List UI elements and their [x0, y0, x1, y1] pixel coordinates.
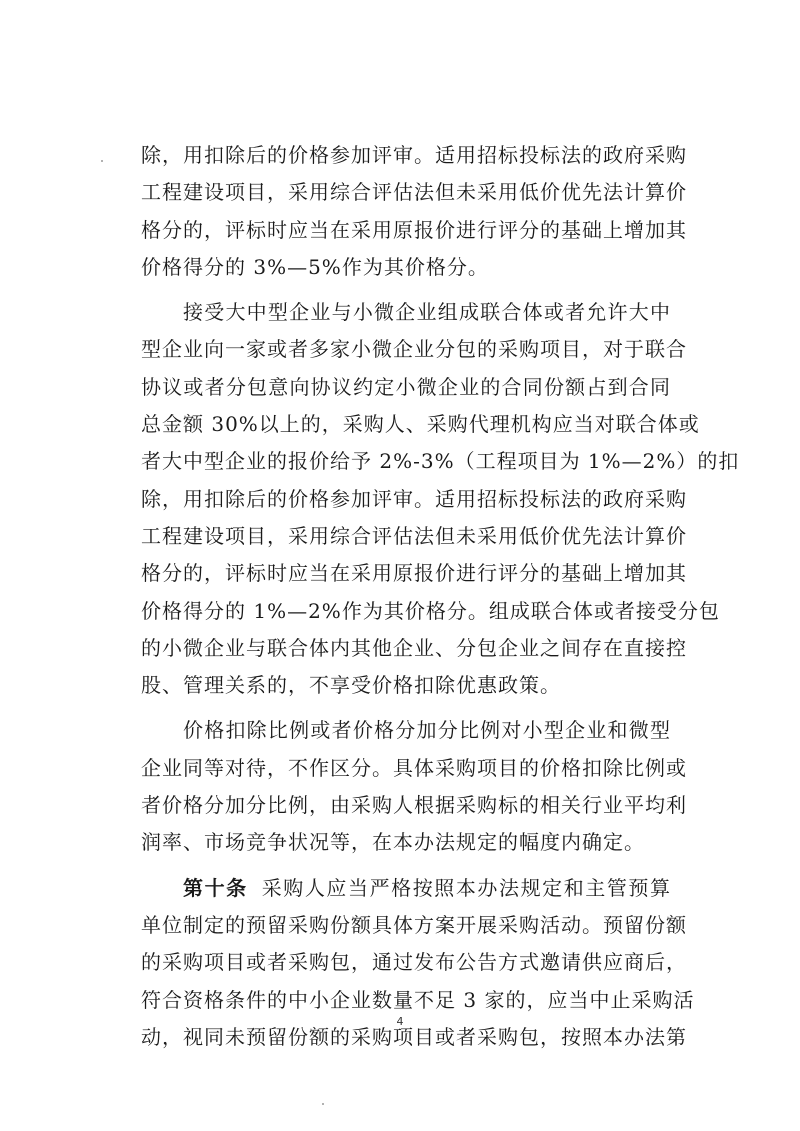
scan-speck: [322, 1103, 324, 1105]
paragraph: [141, 137, 687, 286]
text-line: 工程建设项目，采用综合评估法但未采用低价优先法计算价: [141, 180, 687, 205]
text-line: 工程建设项目，采用综合评估法但未采用低价优先法计算价: [141, 523, 687, 548]
paragraph-list: [141, 137, 740, 870]
text-line: 除，用扣除后的价格参加评审。适用招标投标法的政府采购: [141, 486, 687, 511]
text-line: 格分的，评标时应当在采用原报价进行评分的基础上增加其: [141, 561, 687, 586]
scan-speck: [101, 160, 103, 162]
text-line: 价格扣除比例或者价格分加分比例对小型企业和微型: [183, 718, 671, 743]
article-line-list: [141, 907, 695, 1056]
text-line: 价格得分的 3%—5%作为其价格分。: [141, 254, 489, 279]
paragraph: [141, 712, 687, 861]
article-first-line-text: 采购人应当严格按照本办法规定和主管预算: [261, 875, 672, 900]
article-heading: 第十条: [183, 875, 248, 900]
text-line: 动，视同未预留份额的采购项目或者采购包，按照本办法第: [141, 1024, 687, 1049]
body-text: [141, 137, 740, 1056]
paragraph-gap: [141, 286, 671, 294]
text-line: 的小微企业与联合体内其他企业、分包企业之间存在直接控: [141, 635, 687, 660]
text-line: 格分的，评标时应当在采用原报价进行评分的基础上增加其: [141, 217, 687, 242]
text-line: 价格得分的 1%—2%作为其价格分。组成联合体或者接受分包: [141, 598, 720, 623]
paragraph-gap: [141, 704, 671, 712]
article-ten: [141, 870, 695, 1056]
page-number: 4: [396, 1015, 404, 1028]
text-line: 者价格分加分比例，由采购人根据采购标的相关行业平均利: [141, 793, 687, 818]
text-line: 企业同等对待，不作区分。具体采购项目的价格扣除比例或: [141, 755, 687, 780]
text-line: 润率、市场竞争状况等，在本办法规定的幅度内确定。: [141, 830, 645, 855]
text-line: 协议或者分包意向协议约定小微企业的合同份额占到合同: [141, 374, 671, 399]
text-line: 者大中型企业的报价给予 2%-3%（工程项目为 1%—2%）的扣: [141, 449, 740, 474]
text-line: 股、管理关系的，不享受价格扣除优惠政策。: [141, 673, 561, 698]
text-line: 接受大中型企业与小微企业组成联合体或者允许大中: [183, 300, 671, 325]
article-first-line: [141, 870, 671, 907]
text-line: 的采购项目或者采购包，通过发布公告方式邀请供应商后，: [141, 950, 687, 975]
text-line: 单位制定的预留采购份额具体方案开展采购活动。预留份额: [141, 912, 687, 937]
paragraph: [141, 294, 740, 704]
paragraph-gap: [141, 862, 671, 870]
text-line: 总金额 30%以上的，采购人、采购代理机构应当对联合体或: [141, 412, 700, 437]
text-line: 除，用扣除后的价格参加评审。适用招标投标法的政府采购: [141, 143, 687, 167]
text-line: 符合资格条件的中小企业数量不足 3 家的，应当中止采购活: [141, 987, 695, 1012]
text-line: 型企业向一家或者多家小微企业分包的采购项目，对于联合: [141, 337, 687, 362]
